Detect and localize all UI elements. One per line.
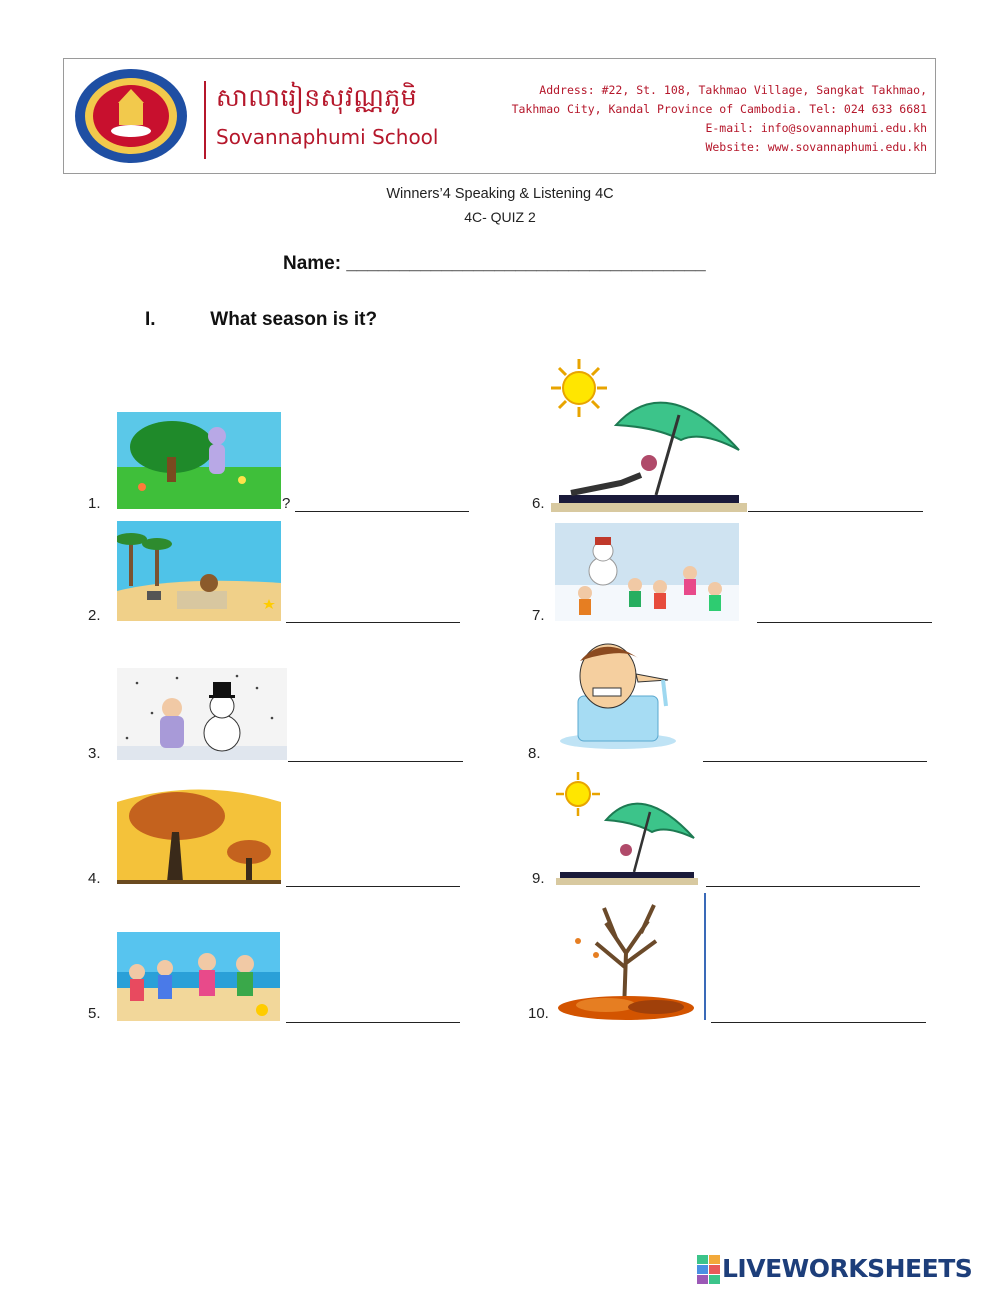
section-text: What season is it? bbox=[210, 309, 378, 330]
answer-line-6[interactable] bbox=[748, 510, 923, 512]
question-number-3: 3. bbox=[88, 745, 101, 762]
website-line: Website: www.sovannaphumi.edu.kh bbox=[705, 140, 927, 154]
question-number-7: 7. bbox=[532, 607, 545, 624]
course-title: Winners’4 Speaking & Listening 4C bbox=[386, 186, 614, 202]
answer-line-2[interactable] bbox=[286, 621, 460, 623]
answer-line-10[interactable] bbox=[711, 1021, 926, 1023]
header-divider bbox=[204, 81, 206, 159]
answer-line-8[interactable] bbox=[703, 760, 927, 762]
question-number-1: 1. bbox=[88, 495, 101, 512]
answer-line-7[interactable] bbox=[757, 621, 932, 623]
email-line: E-mail: info@sovannaphumi.edu.kh bbox=[705, 121, 927, 135]
school-contact bbox=[512, 81, 927, 157]
address-line-1: Address: #22, St. 108, Takhmao Village, Sangkat Takhmao, bbox=[539, 83, 927, 97]
school-logo-icon bbox=[72, 67, 190, 165]
snowman-winter-icon bbox=[117, 668, 287, 760]
question-number-2: 2. bbox=[88, 607, 101, 624]
question-number-8: 8. bbox=[528, 745, 541, 762]
question-number-5: 5. bbox=[88, 1005, 101, 1022]
autumn-trees-icon bbox=[117, 782, 281, 884]
kids-beach-icon bbox=[117, 932, 280, 1021]
question-number-10: 10. bbox=[528, 1005, 549, 1022]
answer-line-5[interactable] bbox=[286, 1021, 460, 1023]
sun-umbrella-icon bbox=[551, 355, 747, 512]
question-number-4: 4. bbox=[88, 870, 101, 887]
answer-line-9[interactable] bbox=[706, 885, 920, 887]
liveworksheets-brand[interactable]: LIVEWORKSHEETS bbox=[722, 1254, 973, 1283]
sun-umbrella-small-icon bbox=[556, 770, 698, 885]
question-number-9: 9. bbox=[532, 870, 545, 887]
section-heading bbox=[145, 309, 377, 331]
school-header-banner bbox=[63, 58, 936, 174]
name-field-label: Name: __________________________________ bbox=[283, 253, 706, 274]
quiz-title: 4C- QUIZ 2 bbox=[464, 209, 536, 225]
autumn-leaves-tree-icon bbox=[556, 893, 707, 1020]
kids-snow-icon bbox=[555, 523, 739, 621]
spring-park-icon bbox=[117, 412, 281, 509]
school-name-khmer: សាលារៀនសុវណ្ណភូមិ bbox=[216, 83, 418, 112]
answer-line-1[interactable] bbox=[295, 510, 469, 512]
frozen-man-icon bbox=[548, 636, 678, 754]
summer-beach-icon bbox=[117, 521, 281, 621]
question-mark-1: ? bbox=[282, 495, 291, 512]
section-number: I. bbox=[145, 309, 156, 330]
school-name: Sovannaphumi School bbox=[216, 125, 439, 149]
answer-line-4[interactable] bbox=[286, 885, 460, 887]
answer-line-3[interactable] bbox=[288, 760, 463, 762]
address-line-2: Takhmao City, Kandal Province of Cambodia. Tel: 024 633 6681 bbox=[511, 102, 927, 116]
liveworksheets-logo-icon bbox=[697, 1255, 721, 1285]
question-number-6: 6. bbox=[532, 495, 545, 512]
